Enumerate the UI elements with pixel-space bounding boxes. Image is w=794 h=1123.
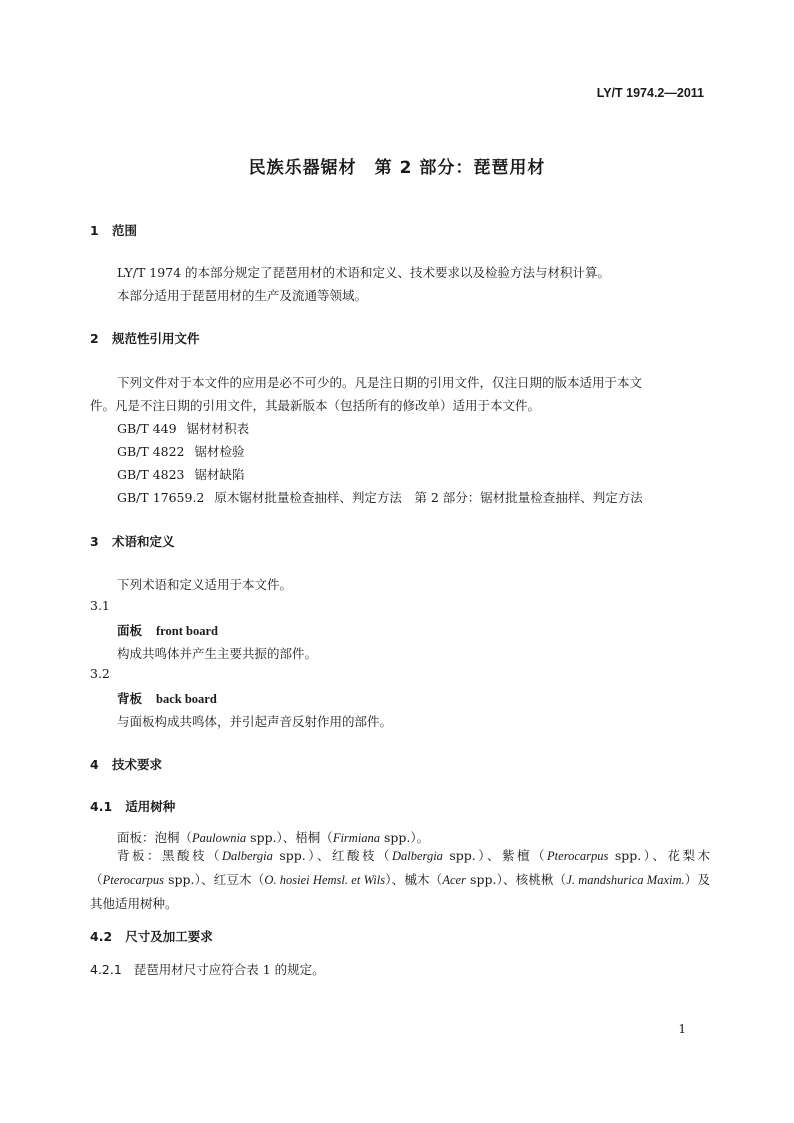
section-2-intro-line-2: 件。凡是不注日期的引用文件，其最新版本（包括所有的修改单）适用于本文件。	[90, 398, 541, 413]
section-4-1-heading: 4.1 适用树种	[90, 799, 176, 814]
term-definition: 构成共鸣体并产生主要共振的部件。	[117, 646, 318, 661]
section-1-paragraph-2: 本部分适用于琵琶用材的生产及流通等领域。	[117, 288, 368, 303]
section-4-heading: 4 技术要求	[90, 757, 163, 772]
term-name: 背板 back board	[117, 691, 217, 706]
section-4-2-heading: 4.2 尺寸及加工要求	[90, 929, 213, 944]
reference-item: GB/T 449 锯材材积表	[117, 421, 250, 436]
section-1-heading: 1 范围	[90, 223, 138, 238]
document-title: 民族乐器锯材 第 2 部分：琵琶用材	[248, 158, 546, 178]
standard-code: LY/T 1974.2—2011	[596, 86, 704, 100]
reference-item: GB/T 4823 锯材缺陷	[117, 467, 245, 482]
term-number: 3.2	[90, 666, 110, 681]
term-name: 面板 front board	[117, 623, 218, 638]
section-3-heading: 3 术语和定义	[90, 534, 175, 549]
back-board-species: 背板：黑酸枝（Dalbergia spp.）、红酸枝（Dalbergia spp.）、紫檀（Pterocarpus spp.）、花梨木（Pterocarpus spp.）、红豆木（O. hosiei Hemsl. et Wils）、槭木（Acer spp.）、核桃楸（J. mandshurica Maxim.）及其他适用树种。	[90, 848, 710, 911]
section-3-intro: 下列术语和定义适用于本文件。	[117, 577, 293, 592]
front-board-species: 面板：泡桐（Paulownia spp.）、梧桐（Firmiana spp.）。	[117, 830, 430, 845]
section-4-2-1: 4.2.1 琵琶用材尺寸应符合表 1 的规定。	[90, 962, 325, 977]
term-number: 3.1	[90, 598, 110, 613]
page-number: 1	[678, 1022, 686, 1036]
section-2-heading: 2 规范性引用文件	[90, 331, 200, 346]
reference-item: GB/T 17659.2 原木锯材批量检查抽样、判定方法 第 2 部分：锯材批量检查抽样、判定方法	[117, 490, 643, 505]
reference-item: GB/T 4822 锯材检验	[117, 444, 245, 459]
term-definition: 与面板构成共鸣体，并引起声音反射作用的部件。	[117, 714, 393, 729]
section-2-intro-line-1: 下列文件对于本文件的应用是必不可少的。凡是注日期的引用文件，仅注日期的版本适用于本文	[117, 375, 643, 390]
section-1-paragraph-1: LY/T 1974 的本部分规定了琵琶用材的术语和定义、技术要求以及检验方法与材积计算。	[117, 265, 611, 280]
